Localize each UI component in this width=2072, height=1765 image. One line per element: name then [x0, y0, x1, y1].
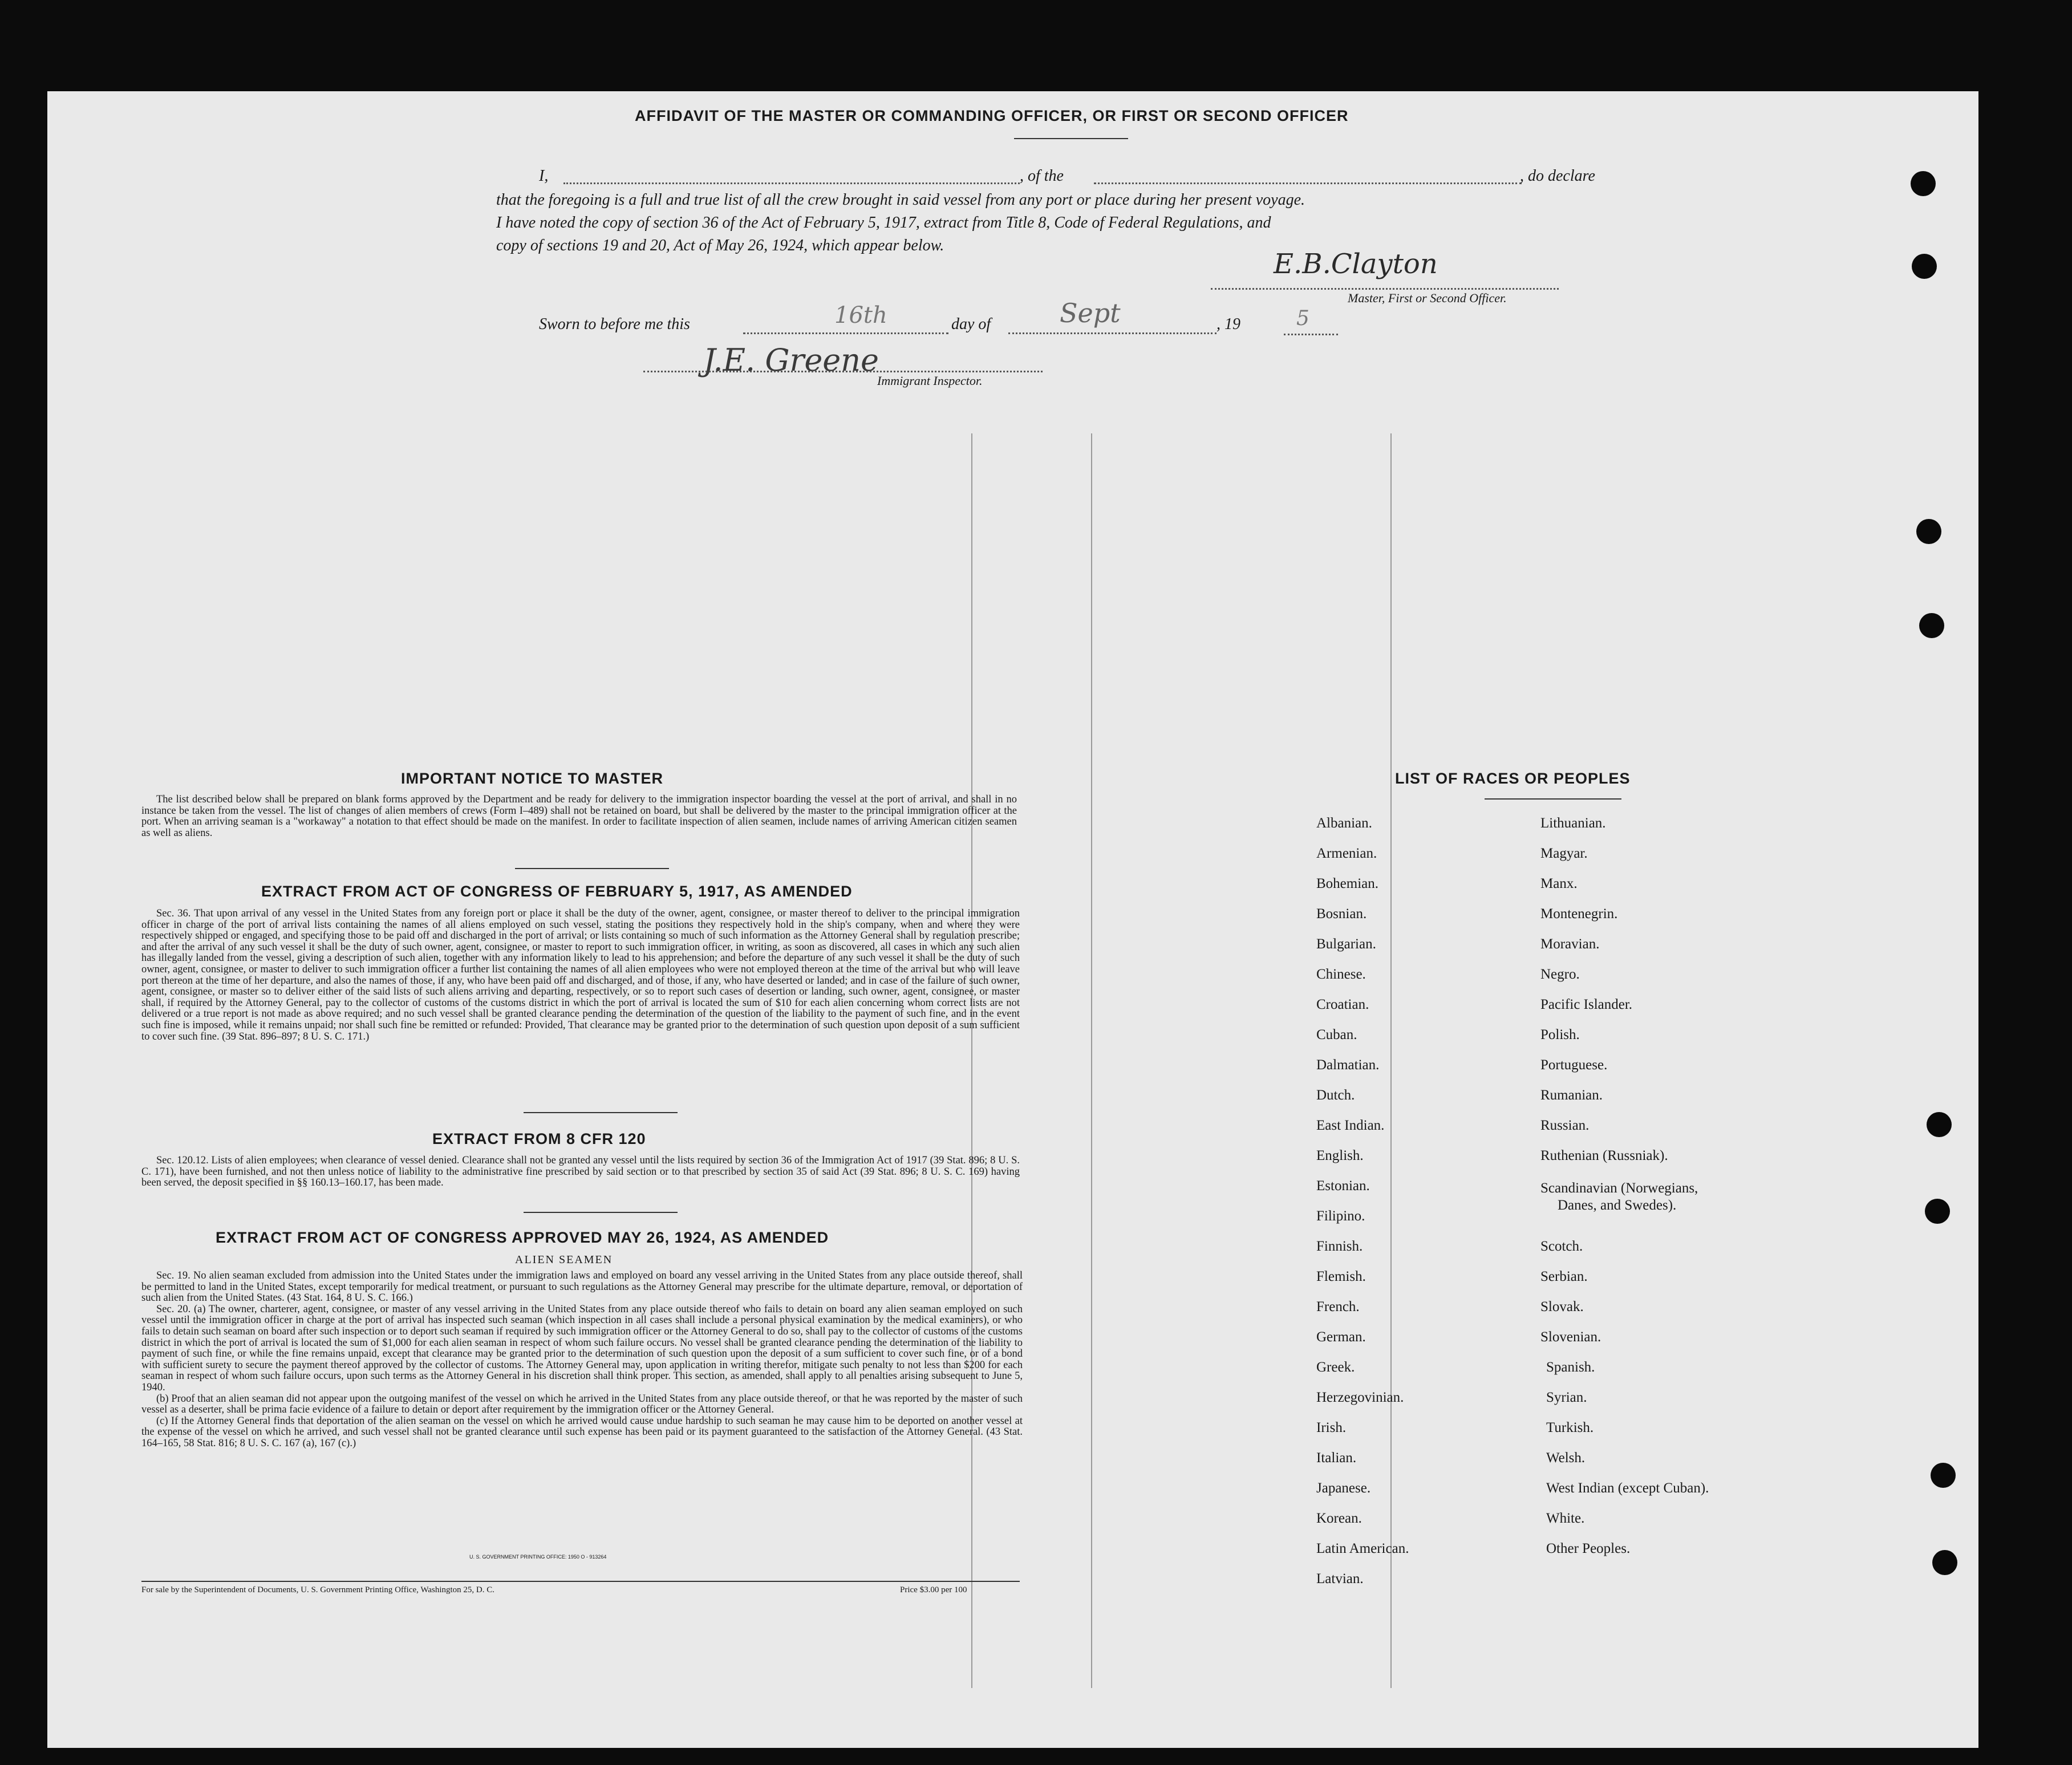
- year-digit: 5: [1296, 307, 1309, 330]
- extract-1917-rule: [524, 1112, 678, 1113]
- race-item: Irish.: [1316, 1420, 1347, 1435]
- race-item: Ruthenian (Russniak).: [1540, 1148, 1668, 1163]
- punch-hole: [1919, 613, 1944, 638]
- race-item: Welsh.: [1546, 1450, 1586, 1466]
- race-item: Rumanian.: [1540, 1088, 1603, 1103]
- race-item: Serbian.: [1540, 1269, 1588, 1284]
- affidavit-line-4: copy of sections 19 and 20, Act of May 26, 1924, which appear below.: [496, 237, 944, 254]
- race-item: Lithuanian.: [1540, 815, 1606, 831]
- race-item: Other Peoples.: [1546, 1541, 1631, 1556]
- race-item: Slovenian.: [1540, 1329, 1601, 1345]
- day-blank: [743, 332, 948, 334]
- title-rule: [1014, 138, 1128, 139]
- race-item: Portuguese.: [1540, 1057, 1608, 1073]
- race-item: French.: [1316, 1299, 1360, 1314]
- sworn-day: 16th: [834, 302, 887, 328]
- races-title: LIST OF RACES OR PEOPLES: [1395, 770, 1631, 787]
- race-item: Manx.: [1540, 876, 1578, 891]
- sworn-month: Sept: [1060, 298, 1121, 328]
- master-signature-line: [1211, 288, 1559, 290]
- extract-1924-subtitle: ALIEN SEAMEN: [515, 1253, 613, 1266]
- race-item: Latvian.: [1316, 1571, 1364, 1587]
- race-item: Scotch.: [1540, 1239, 1583, 1254]
- inspector-signature-line: [643, 371, 1043, 372]
- master-signature: E.B.Clayton: [1274, 248, 1438, 280]
- race-item: Polish.: [1540, 1027, 1580, 1042]
- name-blank: [563, 182, 1020, 184]
- sale-notice: For sale by the Superintendent of Documents, U. S. Government Printing Office, Washington 25, D. C.: [141, 1585, 494, 1594]
- extract-cfr-title: EXTRACT FROM 8 CFR 120: [432, 1130, 646, 1147]
- notice-text: [141, 794, 1017, 839]
- race-item: Herzegovinian.: [1316, 1390, 1404, 1405]
- section-20a-paragraph: Sec. 20. (a) The owner, charterer, agent, consignee, or master of any vessel arriving in the United States from any place outside thereof who fails to detain on board any alien seaman employed on such vessel until the immigration officer in charge at the port of arrival has inspected such seaman (which inspection in all cases shall include a personal physical examination by the medical examiners), or who fails to detain such seaman on board after such inspection or to deport such seaman if required by such immigration officer or the Attorney General to do so, shall pay to the collector of customs of the customs district in which the port of arrival is located the sum of $1,000 for each alien seaman in respect of whom such failure occurs. No vessel shall be granted clearance pending the determination of the liability to payment of such fine, or while the fine remains unpaid, except that clearance may be granted prior to the determination of such question upon the deposit of a sum sufficient to cover such fine, or of a bond with sufficient surety to secure the payment thereof approved by the collector of customs. The Attorney General may, upon application in writing therefor, mitigate such penalty to not less than $200 for each seaman in respect of whom such failure occurs, upon such terms as the Attorney General in his discretion shall think proper. This section, as amended, shall apply to all penalties arising subsequent to June 5, 1940.: [141, 1303, 1023, 1393]
- vessel-blank: [1094, 182, 1522, 184]
- punch-hole: [1916, 519, 1941, 544]
- punch-hole: [1927, 1112, 1952, 1137]
- race-item: German.: [1316, 1329, 1366, 1345]
- race-item: Montenegrin.: [1540, 906, 1618, 922]
- race-item-continued: Danes, and Swedes).: [1558, 1198, 1677, 1213]
- race-item: Moravian.: [1540, 936, 1600, 952]
- race-item: Chinese.: [1316, 967, 1366, 982]
- notice-rule: [515, 868, 669, 869]
- section-20b-paragraph: (b) Proof that an alien seaman did not appear upon the outgoing manifest of the vessel on which he arrived in the United States from any place outside thereof, or that he was reported by the master of such vessel as a deserter, shall be prima facie evidence of a failure to detain or deport after requirement by the immigration officer or the Attorney General.: [141, 1393, 1023, 1416]
- extract-1917-title: EXTRACT FROM ACT OF CONGRESS OF FEBRUARY 5, 1917, AS AMENDED: [261, 883, 853, 900]
- race-item: English.: [1316, 1148, 1364, 1163]
- race-item: Filipino.: [1316, 1208, 1365, 1224]
- race-item: Latin American.: [1316, 1541, 1409, 1556]
- race-item: Japanese.: [1316, 1480, 1371, 1496]
- year-blank: [1284, 334, 1338, 335]
- race-item: Dutch.: [1316, 1088, 1355, 1103]
- document-sheet: [47, 91, 1978, 1748]
- column-guide: [971, 433, 972, 1688]
- affidavit-i-label: I,: [539, 167, 549, 185]
- section-19-paragraph: Sec. 19. No alien seaman excluded from admission into the United States under the immigration laws and employed on board any vessel arriving in the United States from any place outside thereof, shall be permitted to land in the United States, except temporarily for medical treatment, or pursuant to such regulations as the Attorney General may prescribe for the ultimate departure, removal, or deportation of such alien from the United States. (43 Stat. 164, 8 U. S. C. 166.): [141, 1270, 1023, 1304]
- notice-paragraph: The list described below shall be prepared on blank forms approved by the Department and be ready for delivery to the immigration inspector boarding the vessel at the port of arrival, and shall in no instance be taken from the vessel. The list of changes of alien members of crews (Form I–489) shall not be retained on board, but shall be delivered by the master to the principal immigration officer at the port. When an arriving seaman is a "workaway" a notation to that effect should be made on the manifest. In order to facilitate inspection of alien seamen, include names of arriving American citizen seamen as well as aliens.: [141, 794, 1017, 839]
- races-rule: [1485, 798, 1621, 800]
- race-item: Spanish.: [1546, 1360, 1595, 1375]
- section-120-12-paragraph: Sec. 120.12. Lists of alien employees; when clearance of vessel denied. Clearance shall not be granted any vessel until the lists required by section 36 of the Immigration Act of 1917 (39 Stat. 896; 8 U. S. C. 171), have been furnished, and not then unless notice of liability to the administrative fine prescribed by said section or to that prescribed by section 35 of said Act (39 Stat. 896; 8 U. S. C. 169) having been served, the deposit specified in §§ 160.13–160.17, has been made.: [141, 1155, 1020, 1189]
- race-item: Pacific Islander.: [1540, 997, 1633, 1012]
- affidavit-title: AFFIDAVIT OF THE MASTER OR COMMANDING OFFICER, OR FIRST OR SECOND OFFICER: [635, 107, 1349, 124]
- race-item: Scandinavian (Norwegians,: [1540, 1180, 1698, 1196]
- price-notice: Price $3.00 per 100: [900, 1585, 967, 1594]
- punch-hole: [1911, 171, 1936, 196]
- race-item: Cuban.: [1316, 1027, 1357, 1042]
- race-item: Bulgarian.: [1316, 936, 1376, 952]
- extract-1924-title: EXTRACT FROM ACT OF CONGRESS APPROVED MAY 26, 1924, AS AMENDED: [216, 1229, 829, 1246]
- extract-cfr-text: [141, 1155, 1020, 1189]
- race-item: Armenian.: [1316, 846, 1377, 861]
- race-item: Bosnian.: [1316, 906, 1367, 922]
- race-item: Syrian.: [1546, 1390, 1587, 1405]
- section-36-paragraph: Sec. 36. That upon arrival of any vessel in the United States from any foreign port or place it shall be the duty of the owner, agent, consignee, or master thereof to deliver to the principal immigration officer in charge of the port of arrival lists containing the names of all aliens employed on such vessel, stating the positions they respectively hold in the ship's company, when and where they were respectively shipped or engaged, and specifying those to be paid off and discharged in the port of arrival; or lists containing so much of such information as the Attorney General shall by regulation prescribe; and after the arrival of any such vessel it shall be the duty of such owner, agent, consignee, or master to report to such immigration officer, in writing, as soon as discovered, all cases in which any such alien has illegally landed from the vessel, giving a description of such alien, together with any information likely to lead to his apprehension; and before the departure of any such vessel it shall be the duty of such owner, agent, consignee, or master to deliver to such immigration officer a further list containing the names of all alien employees who were not employed thereon at the time of the arrival but who will leave port thereon at the time of her departure, and also the names of those, if any, who have been paid off and discharged, and of those, if any, who have deserted or landed; and in case of the failure of such owner, agent, consignee, or master so to deliver either of the said lists of such aliens arriving and departing, respectively, or so to report such cases of desertion or landing, such owner, agent, consignee, or master shall, if required by the Attorney General, pay to the collector of customs of the customs district in which the port of arrival is located the sum of $10 for each alien concerning whom correct lists are not delivered or a true report is not made as above required; and no such vessel shall be granted clearance pending the determination of the question of the liability to the payment of such fine, and in the event such fine is imposed, while it remains unpaid; nor shall such fine be remitted or refunded: Provided, That clearance may be granted prior to the determination of such question upon deposit of a sum sufficient to cover such fine. (39 Stat. 896–897; 8 U. S. C. 171.): [141, 908, 1020, 1042]
- race-item: Italian.: [1316, 1450, 1357, 1466]
- race-item: West Indian (except Cuban).: [1546, 1480, 1709, 1496]
- extract-1924-text: [141, 1271, 1023, 1450]
- affidavit-line-2: that the foregoing is a full and true list of all the crew brought in said vessel from any port or place during her present voyage.: [496, 191, 1305, 209]
- do-declare-label: , do declare: [1520, 167, 1595, 185]
- day-of-label: day of: [951, 315, 991, 333]
- master-label: Master, First or Second Officer.: [1348, 291, 1507, 305]
- column-guide: [1091, 433, 1092, 1688]
- race-item: Korean.: [1316, 1511, 1362, 1526]
- month-blank: [1008, 332, 1217, 334]
- race-item: Magyar.: [1540, 846, 1588, 861]
- punch-hole: [1932, 1550, 1957, 1575]
- punch-hole: [1931, 1463, 1956, 1488]
- race-item: East Indian.: [1316, 1118, 1385, 1133]
- of-the-label: , of the: [1020, 167, 1064, 185]
- year-prefix: , 19: [1217, 315, 1240, 333]
- race-item: Russian.: [1540, 1118, 1590, 1133]
- gpo-imprint: U. S. GOVERNMENT PRINTING OFFICE: 1950 O - 913264: [469, 1554, 607, 1560]
- affidavit-line-3: I have noted the copy of section 36 of the Act of February 5, 1917, extract from Title 8, Code of Federal Regulations, and: [496, 214, 1271, 232]
- column-guide: [1390, 433, 1392, 1688]
- race-item: Slovak.: [1540, 1299, 1584, 1314]
- race-item: Flemish.: [1316, 1269, 1366, 1284]
- race-item: White.: [1546, 1511, 1585, 1526]
- extract-cfr-rule: [524, 1212, 678, 1213]
- punch-hole: [1925, 1199, 1950, 1224]
- race-item: Estonian.: [1316, 1178, 1370, 1194]
- sworn-label: Sworn to before me this: [539, 315, 690, 333]
- race-item: Finnish.: [1316, 1239, 1363, 1254]
- inspector-signature: J.E. Greene: [703, 342, 879, 378]
- punch-hole: [1912, 254, 1937, 279]
- race-item: Bohemian.: [1316, 876, 1379, 891]
- section-20c-paragraph: (c) If the Attorney General finds that deportation of the alien seaman on the vessel on which he arrived would cause undue hardship to such seaman he may cause him to be deported on another vessel at the expense of the vessel on which he arrived, and such vessel shall not be granted clearance until such expense has been paid or its payment guaranteed to the satisfaction of the Attorney General. (43 Stat. 164–165, 58 Stat. 816; 8 U. S. C. 167 (a), 167 (c).): [141, 1415, 1023, 1449]
- race-item: Turkish.: [1546, 1420, 1594, 1435]
- race-item: Greek.: [1316, 1360, 1355, 1375]
- extract-1917-text: [141, 908, 1020, 1042]
- race-item: Dalmatian.: [1316, 1057, 1380, 1073]
- race-item: Croatian.: [1316, 997, 1369, 1012]
- notice-title: IMPORTANT NOTICE TO MASTER: [401, 770, 663, 787]
- race-item: Albanian.: [1316, 815, 1372, 831]
- race-item: Negro.: [1540, 967, 1580, 982]
- footer-rule: [141, 1581, 1020, 1582]
- inspector-label: Immigrant Inspector.: [877, 374, 983, 388]
